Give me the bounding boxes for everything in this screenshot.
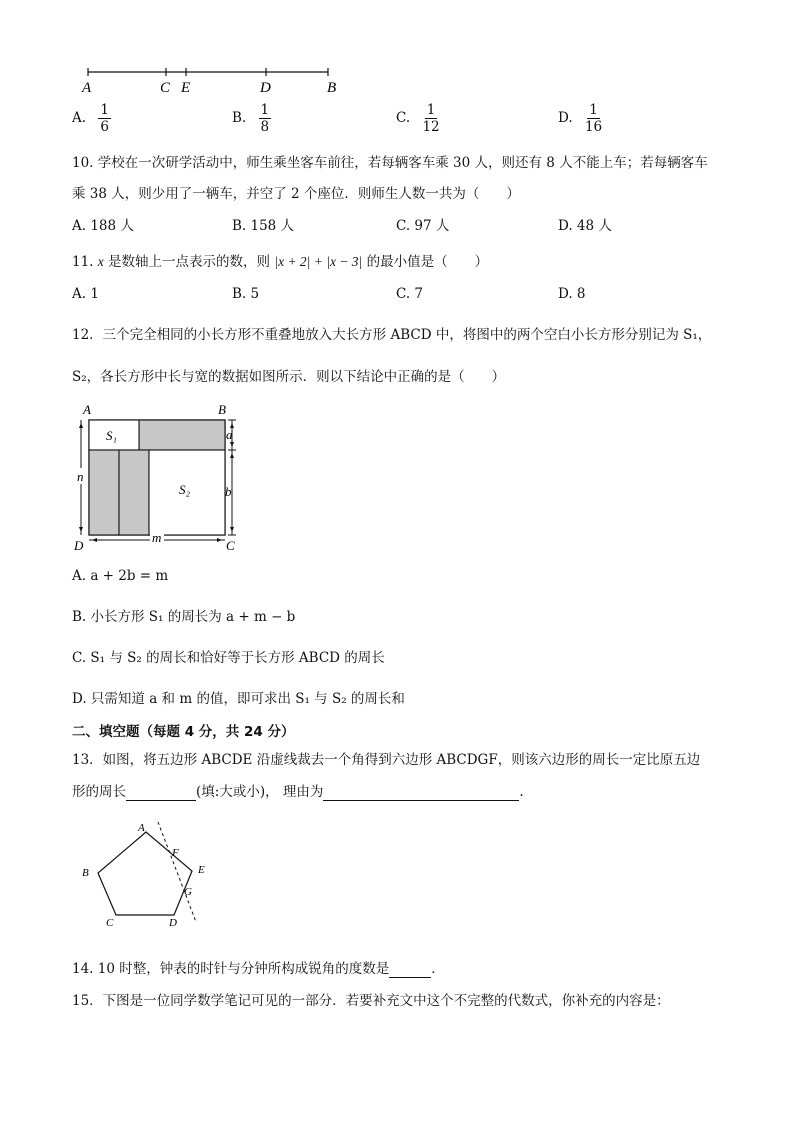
- number-line-label-a: A: [82, 80, 92, 96]
- q11-option-c[interactable]: C. 7: [396, 286, 424, 302]
- label-s1: S₁: [106, 428, 118, 443]
- q10-option-a[interactable]: A. 188 人: [72, 218, 134, 234]
- dim-n: n: [77, 469, 84, 484]
- q10-option-c[interactable]: C. 97 人: [396, 218, 450, 234]
- q12-option-a[interactable]: A. a + 2b = m: [72, 568, 169, 584]
- number-line-label-e: E: [181, 80, 191, 96]
- corner-d: D: [74, 538, 84, 553]
- corner-b: B: [218, 402, 226, 417]
- vertex-c: C: [106, 917, 114, 929]
- number-line-figure: [80, 62, 350, 98]
- q12-option-c[interactable]: C. S₁ 与 S₂ 的周长和恰好等于长方形 ABCD 的周长: [72, 650, 385, 666]
- q9-option-c[interactable]: [396, 103, 440, 134]
- q13-line2: 形的周长 (填:大或小)， 理由为 .: [72, 784, 524, 800]
- fraction: $\frac{1}{6}$: [100, 102, 109, 136]
- q12-line2: S₂，各长方形中长与宽的数据如图所示．则以下结论中正确的是（ ）: [72, 369, 506, 385]
- q11-option-b[interactable]: B. 5: [232, 286, 260, 302]
- q12-option-b[interactable]: B. 小长方形 S₁ 的周长为 a + m − b: [72, 609, 296, 625]
- label-s2: S₂: [179, 482, 191, 497]
- q14-blank[interactable]: [389, 961, 431, 978]
- q11-expression: |x + 2| + |x − 3|: [274, 254, 363, 269]
- q10-option-d[interactable]: D. 48 人: [558, 218, 612, 234]
- fraction: $\frac{1}{16}$: [584, 102, 603, 136]
- vertex-a: A: [138, 822, 145, 834]
- number-line-label-b: B: [327, 80, 337, 96]
- vertex-e: E: [198, 864, 205, 876]
- q10-line2: 乘 38 人，则少用了一辆车，并空了 2 个座位．则师生人数一共为（ ）: [72, 186, 520, 202]
- option-letter: D.: [558, 110, 573, 127]
- q13-blank-1[interactable]: [126, 784, 196, 801]
- corner-a: A: [83, 402, 91, 417]
- vertex-b: B: [82, 867, 89, 879]
- fraction: $\frac{1}{12}$: [422, 102, 440, 136]
- q9-option-a[interactable]: [72, 103, 111, 134]
- vertex-g: G: [184, 886, 192, 898]
- number-line-label-d: D: [260, 80, 271, 96]
- q9-option-d[interactable]: [558, 103, 602, 134]
- fraction: $\frac{1}{8}$: [260, 102, 270, 136]
- q13-blank-2[interactable]: [323, 784, 519, 801]
- q12-line1: 12．三个完全相同的小长方形不重叠地放入大长方形 ABCD 中，将图中的两个空白小长方形分别记为 S₁，: [72, 327, 712, 343]
- option-letter: C.: [396, 110, 411, 127]
- option-letter: A.: [72, 110, 87, 127]
- number-line-label-c: C: [160, 80, 171, 96]
- vertex-d: D: [169, 917, 177, 929]
- q11-option-d[interactable]: D. 8: [558, 286, 586, 302]
- pentagon-figure: [78, 818, 213, 930]
- q15-stem: 15．下图是一位同学数学笔记可见的一部分．若要补充文中这个不完整的代数式，你补充的内容是：: [72, 993, 670, 1009]
- q9-option-b[interactable]: [232, 103, 271, 134]
- dim-m: m: [152, 530, 162, 545]
- dim-b: b: [225, 484, 232, 499]
- section-heading: 二、填空题（每题 4 分，共 24 分）: [72, 724, 295, 740]
- corner-c: C: [226, 538, 235, 553]
- q14-stem: 14. 10 时整，钟表的时针与分钟所构成锐角的度数是 ．: [72, 961, 445, 977]
- q10-line1: 10. 学校在一次研学活动中，师生乘坐客车前往，若每辆客车乘 30 人，则还有 8 人不能上车；若每辆客车: [72, 155, 708, 171]
- q11-stem: 11. x 是数轴上一点表示的数，则 |x + 2| + |x − 3| 的最小值是（ ）: [72, 254, 489, 270]
- dim-a: a: [226, 427, 233, 442]
- q12-option-d[interactable]: D. 只需知道 a 和 m 的值，即可求出 S₁ 与 S₂ 的周长和: [72, 691, 405, 707]
- q11-option-a[interactable]: A. 1: [72, 286, 99, 302]
- q13-line1: 13．如图，将五边形 ABCDE 沿虚线裁去一个角得到六边形 ABCDGF，则该六边形的周长一定比原五边: [72, 752, 701, 768]
- q10-option-b[interactable]: B. 158 人: [232, 218, 295, 234]
- vertex-f: F: [172, 847, 179, 859]
- rectangle-figure: [70, 398, 245, 556]
- option-letter: B.: [232, 110, 247, 127]
